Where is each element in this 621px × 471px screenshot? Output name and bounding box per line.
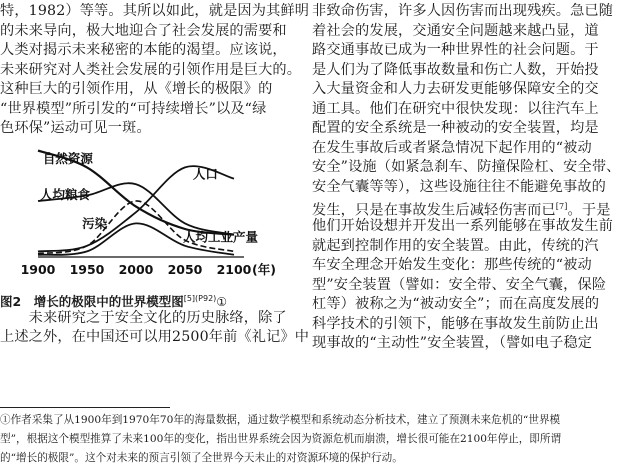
text-line: 入大量资金和人力去研发更能够保障安全的交 (312, 81, 599, 98)
text-line: 是人们为了降低事故数量和伤亡人数，开始投 (312, 61, 599, 78)
text-line: 现事故的“主动性”安全装置，（譬如电子稳定 (312, 335, 593, 352)
series-label-food-per-capita: 人均粮食 (39, 186, 90, 202)
text-line: 路交通事故已成为一种世界性的社会问题。于 (312, 42, 599, 59)
text-line (312, 197, 611, 220)
series-line-industrial-output-per-capita (38, 201, 234, 254)
x-tick-label: 2100 (216, 261, 252, 277)
x-tick-label: 2050 (167, 261, 203, 277)
footnote-line: 的“增长的极限”。这个对未来的预言引领了全世界今天未止的对资源环境的保护行动。 (0, 452, 403, 464)
text-line: 未来研究之于安全文化的历史脉络，除了 (0, 309, 287, 326)
text-line: 配置的安全系统是一种被动的安全装置，均是 (312, 120, 599, 137)
footnote-line: ①作者采集了从1900年到1970年70年的海量数据，通过数学模型和系统动态分析技术，建立了预测未来危机的“世界模 (0, 414, 561, 426)
text-fragment: 。于是 (567, 203, 611, 220)
series-label-natural-resources: 自然资源 (42, 150, 93, 166)
figure-caption-text: 图2 增长的极限中的世界模型图 (0, 293, 184, 309)
world-model-figure (0, 139, 296, 289)
text-line: 特，1982）等等。其所以如此，就是因为其鲜明 (0, 3, 310, 19)
series-label-population: 人口 (192, 166, 218, 182)
left-column (0, 2, 310, 348)
text-line: 车安全理念开始发生变化：那些传统的“被动 (312, 257, 592, 274)
text-line: 着社会的发展，交通安全问题越来越凸显，道 (312, 22, 599, 39)
text-line: 型”安全装置（譬如：安全带、安全气囊，保险 (312, 276, 607, 293)
text-fragment: 发生，只是在事故发生后减轻伤害而已 (312, 203, 556, 220)
x-tick-label: (年) (252, 261, 276, 277)
footnote-divider (0, 407, 170, 408)
text-line: 人类对揭示未来秘密的本能的渴望。应该说， (0, 42, 287, 59)
x-tick-label: 2000 (118, 261, 154, 277)
text-line: 未来研究对人类社会发展的引领作用是巨大的。 (0, 61, 302, 78)
figure-caption-footnote-mark: ① (216, 294, 228, 309)
text-line: 的未来导向，极大地迎合了社会发展的需要和 (0, 22, 287, 39)
x-tick-label: 1950 (69, 261, 105, 277)
x-tick-label: 1900 (20, 261, 56, 277)
footnote-line: 型”，根据这个模型推算了未来100年的变化，指出世界系统会因为资源危机而崩溃，增长很可能在2100年停止，即所谓 (0, 433, 562, 445)
series-label-pollution: 污染 (82, 215, 108, 231)
series-label-industrial-output-per-capita: 人均工业产量 (183, 229, 259, 245)
text-line: 非致命伤害，许多人因伤害而出现残疾。急已随 (312, 3, 614, 19)
figure-caption (0, 289, 296, 309)
world-model-chart (0, 139, 296, 289)
text-line: 色环保”运动可见一斑。 (0, 120, 151, 137)
text-line: 通工具。他们在研究中很快发现：以往汽车上 (312, 100, 599, 117)
text-line: 在发生事故后或者紧急情况下起作用的“被动 (312, 139, 592, 156)
text-line: 这种巨大的引领作用，从《增长的极限》的 (0, 81, 273, 98)
text-line: 安全”设施（如紧急刹车、防撞保险杠、安全带、 (312, 159, 621, 176)
citation-reference: [7] (555, 202, 568, 212)
text-line: 科学技术的引领下，能够在事故发生前防止出 (312, 315, 599, 332)
text-line: 安全气囊等等），这些设施往往不能避免事故的 (312, 178, 606, 195)
footnote (0, 411, 600, 468)
text-line: 杠等）被称之为“被动安全”；而在高度发展的 (312, 296, 600, 313)
text-line: 他们开始设想并开发出一系列能够在事故发生前 (312, 218, 614, 235)
text-line: 上述之外，在中国还可以用2500年前《礼记》中 (0, 329, 310, 346)
figure-caption-reference: [5](P92) (183, 293, 217, 303)
text-line: “世界模型”所引发的“可持续增长”以及“绿 (0, 100, 267, 117)
text-line: 就起到控制作用的安全装置。由此，传统的汽 (312, 237, 599, 254)
right-column (312, 2, 621, 354)
